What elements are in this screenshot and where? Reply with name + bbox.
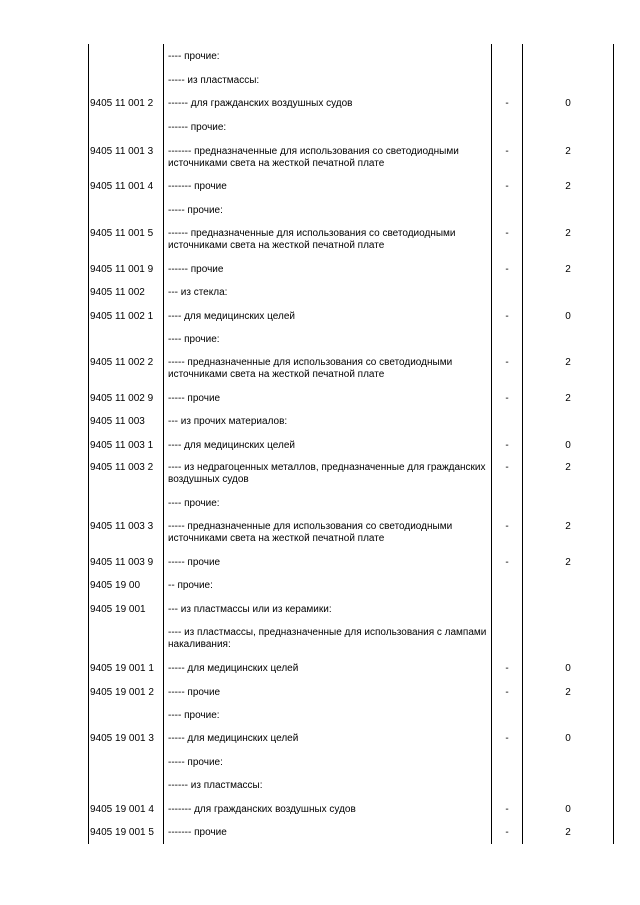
row-code: 9405 11 001 2 xyxy=(90,98,154,109)
row-description: ---- из недрагоценных металлов, предназначенные для гражданских воздушных судов xyxy=(168,462,486,485)
row-code: 9405 11 001 3 xyxy=(90,146,154,157)
row-rate: 2 xyxy=(565,357,571,368)
row-code: 9405 11 002 1 xyxy=(90,311,154,322)
row-description: ------- прочие xyxy=(168,827,227,838)
row-rate: 2 xyxy=(565,521,571,532)
row-code: 9405 11 001 5 xyxy=(90,228,154,239)
row-rate: 2 xyxy=(565,462,571,473)
row-rate: 0 xyxy=(565,733,571,744)
row-code: 9405 11 001 9 xyxy=(90,264,154,275)
row-rate: 0 xyxy=(565,440,571,451)
row-rate: 2 xyxy=(565,393,571,404)
row-code: 9405 11 003 2 xyxy=(90,462,154,473)
column-rule-left xyxy=(88,44,89,844)
row-description: ----- предназначенные для использования со светодиодными источниками света на жесткой печатной плате xyxy=(168,521,453,544)
row-code: 9405 11 002 xyxy=(90,287,145,298)
row-unit: - xyxy=(505,264,509,275)
row-description: ----- для медицинских целей xyxy=(168,733,299,744)
row-description: ----- для медицинских целей xyxy=(168,663,299,674)
row-rate: 0 xyxy=(565,98,571,109)
row-description: -- прочие: xyxy=(168,580,213,591)
row-description: ----- прочие xyxy=(168,687,221,698)
row-code: 9405 11 002 9 xyxy=(90,393,154,404)
row-code: 9405 19 001 2 xyxy=(90,687,154,698)
row-code: 9405 11 003 1 xyxy=(90,440,154,451)
row-rate: 2 xyxy=(565,687,571,698)
row-rate: 0 xyxy=(565,311,571,322)
row-description: ----- прочие: xyxy=(168,205,223,216)
row-unit: - xyxy=(505,393,509,404)
row-unit: - xyxy=(505,146,509,157)
row-unit: - xyxy=(505,521,509,532)
row-description: ----- прочие: xyxy=(168,757,223,768)
row-code: 9405 19 001 3 xyxy=(90,733,154,744)
row-description: ------ предназначенные для использования со светодиодными источниками света на жесткой печатной плате xyxy=(168,228,456,251)
column-rule-code xyxy=(163,44,164,844)
row-rate: 2 xyxy=(565,264,571,275)
row-unit: - xyxy=(505,462,509,473)
row-description: ---- для медицинских целей xyxy=(168,440,296,451)
row-description: --- из пластмассы или из керамики: xyxy=(168,604,332,615)
row-unit: - xyxy=(505,357,509,368)
row-code: 9405 11 001 4 xyxy=(90,181,154,192)
row-unit: - xyxy=(505,440,509,451)
row-unit: - xyxy=(505,98,509,109)
row-code: 9405 19 001 xyxy=(90,604,146,615)
row-unit: - xyxy=(505,804,509,815)
row-rate: 0 xyxy=(565,804,571,815)
row-description: ------ прочие: xyxy=(168,122,227,133)
row-unit: - xyxy=(505,663,509,674)
row-description: ------- для гражданских воздушных судов xyxy=(168,804,356,815)
row-code: 9405 11 003 xyxy=(90,416,145,427)
row-code: 9405 19 001 1 xyxy=(90,663,154,674)
row-description: ---- из пластмассы, предназначенные для использования с лампами накаливания: xyxy=(168,627,487,650)
row-code: 9405 11 003 9 xyxy=(90,557,154,568)
row-description: ----- предназначенные для использования со светодиодными источниками света на жесткой печатной плате xyxy=(168,357,453,380)
row-description: ---- для медицинских целей xyxy=(168,311,296,322)
row-rate: 2 xyxy=(565,146,571,157)
row-code: 9405 11 003 3 xyxy=(90,521,154,532)
row-rate: 2 xyxy=(565,557,571,568)
row-description: ---- прочие: xyxy=(168,498,220,509)
row-code: 9405 11 002 2 xyxy=(90,357,154,368)
row-unit: - xyxy=(505,687,509,698)
row-unit: - xyxy=(505,228,509,239)
row-description: ------ из пластмассы: xyxy=(168,780,263,791)
row-code: 9405 19 001 4 xyxy=(90,804,154,815)
row-unit: - xyxy=(505,557,509,568)
row-rate: 2 xyxy=(565,228,571,239)
row-rate: 0 xyxy=(565,663,571,674)
row-unit: - xyxy=(505,181,509,192)
row-rate: 2 xyxy=(565,181,571,192)
row-description: --- из прочих материалов: xyxy=(168,416,288,427)
row-description: --- из стекла: xyxy=(168,287,228,298)
row-description: ----- прочие xyxy=(168,393,221,404)
row-unit: - xyxy=(505,827,509,838)
row-description: ------- предназначенные для использования со светодиодными источниками света на жесткой печатной плате xyxy=(168,146,459,169)
row-description: ---- прочие: xyxy=(168,334,220,345)
row-description: ---- прочие: xyxy=(168,51,220,62)
row-description: ------ для гражданских воздушных судов xyxy=(168,98,353,109)
row-unit: - xyxy=(505,733,509,744)
row-description: ----- прочие xyxy=(168,557,221,568)
row-code: 9405 19 00 xyxy=(90,580,141,591)
row-description: ---- прочие: xyxy=(168,710,220,721)
row-code: 9405 19 001 5 xyxy=(90,827,154,838)
row-description: ------- прочие xyxy=(168,181,227,192)
row-unit: - xyxy=(505,311,509,322)
row-description: ------ прочие xyxy=(168,264,224,275)
row-description: ----- из пластмассы: xyxy=(168,75,260,86)
row-rate: 2 xyxy=(565,827,571,838)
